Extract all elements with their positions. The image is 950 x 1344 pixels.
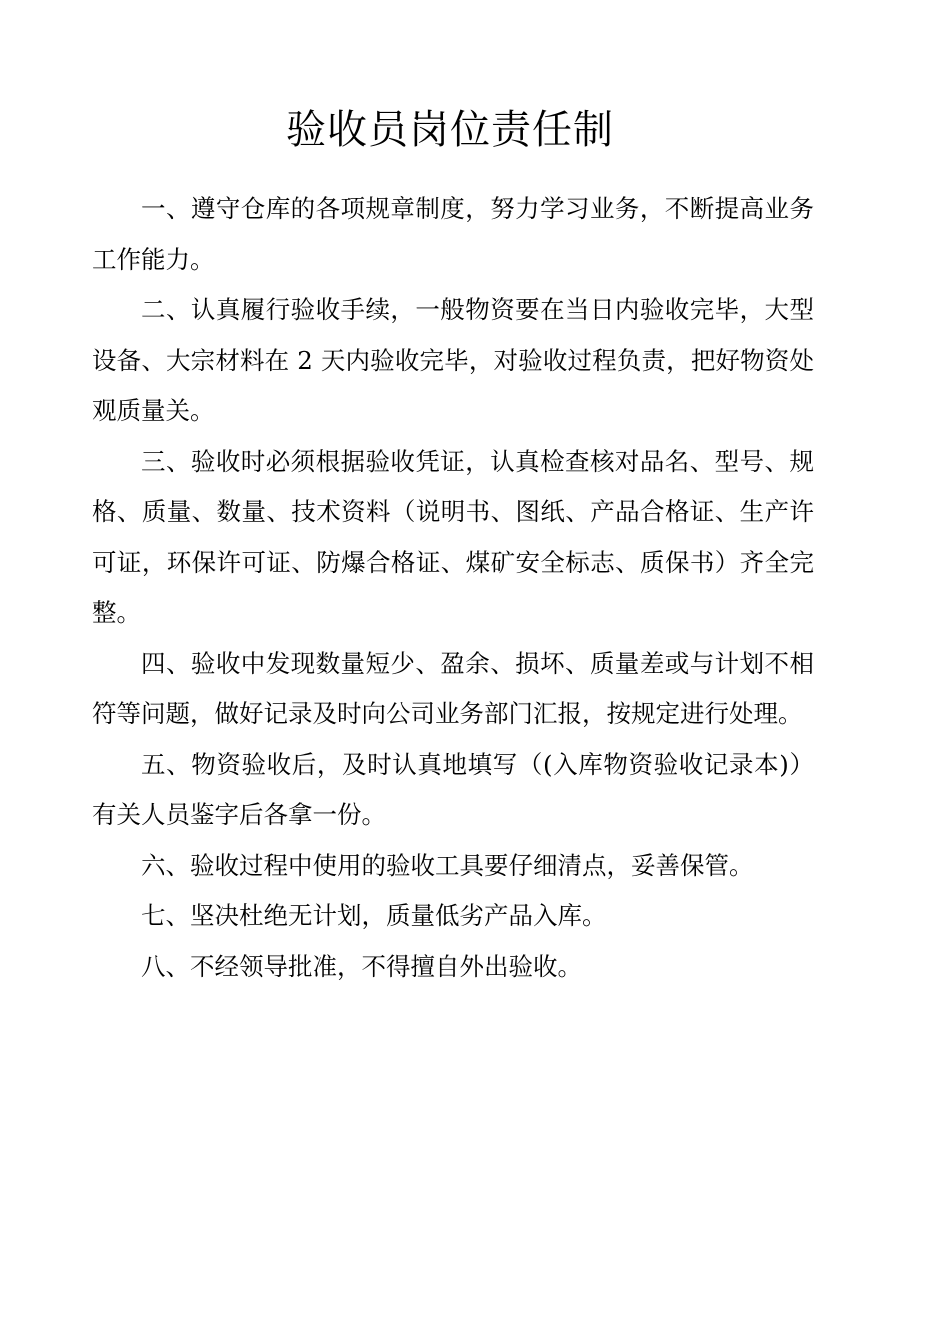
paragraph-5: 五、物资验收后，及时认真地填写（(入库物资验收记录本)）有关人员鉴字后各拿一份。 bbox=[92, 749, 814, 829]
paragraph-3: 三、验收时必须根据验收凭证，认真检查核对品名、型号、规格、质量、数量、技术资料（说明书、图纸、产品合格证、生产许可证，环保许可证、防爆合格证、煤矿安全标志、质保书）齐全完整。 bbox=[92, 446, 814, 627]
paragraph-4: 四、验收中发现数量短少、盈余、损坏、质量差或与计划不相符等问题，做好记录及时向公司业务部门汇报，按规定进行处理。 bbox=[92, 648, 814, 728]
paragraph-1: 一、遵守仓库的各项规章制度，努力学习业务，不断提高业务工作能力。 bbox=[92, 194, 814, 274]
paragraph-6: 六、验收过程中使用的验收工具要仔细清点，妥善保管。 bbox=[141, 850, 754, 880]
paragraph-7: 七、坚决杜绝无计划，质量低劣产品入库。 bbox=[141, 901, 607, 930]
document-body bbox=[92, 184, 814, 992]
paragraph-8: 八、不经领导批准，不得擅自外出验收。 bbox=[141, 951, 582, 981]
paragraph-2: 二、认真履行验收手续，一般物资要在当日内验收完毕，大型设备、大宗材料在 2 天内验收完毕，对验收过程负责，把好物资处观质量关。 bbox=[92, 295, 814, 425]
document-title: 验收员岗位责任制 bbox=[286, 107, 614, 153]
